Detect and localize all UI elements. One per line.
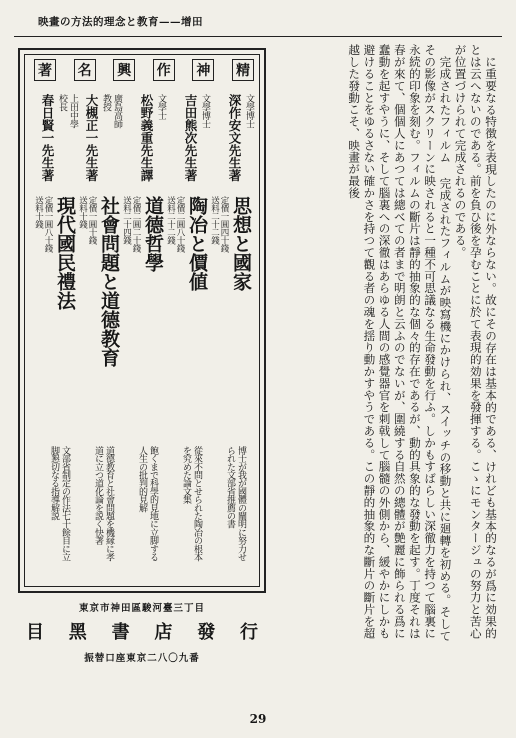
body-paragraph-1: に重要なる特徴を表現したのに外ならない。故にその存在は基本的である、けれども基本的なるが爲に効果的とは云へないのである。前を負ひ後を孕むことに於て表現的効果を發揮する。こゝにモンタージュの努力と苦心が位置づけられて完成されるのである。 [453, 44, 498, 639]
publisher-name-char: 發 [197, 622, 216, 643]
banner-char: 名 [74, 59, 96, 81]
book-title: 現代國民禮法 [54, 196, 76, 310]
book-title: 思想と國家 [230, 196, 252, 291]
body-paragraph-2: 完成されたフィルム 完成されたフィルムが映寫機にかけられ、スイッチの移動と共に廻轉を初める。そしてその影像がスクリーンに映されると一種不可思議なる生命發動を行ふ。しかもすばらしい深徹力を持つて腦裏に永続的印象を刻む。フィルムの斷片は靜的抽象的な個々的存在であるが、動的具象的な發動を起す。丁度それは春が來て、個個人にあつては總べての者まで明朗と云ふのでないが、圍繞する自然の總體が艶麗に飾られる爲に蠢動を起すやうに、そして腦裏への深徹はあらゆる人間の感覺器官を刺戟して腦髓の外側から、緩やかにしかも避けることをゆるさない確かさを持つて觀る者の魂を揺り動かすやうである。この靜的抽象的な斷片の斷片を超越した發動こそ、映畫が最後 [347, 44, 453, 642]
author-name: 松野義重先生譯 [139, 94, 154, 182]
book-price: 定價二圓八十錢 送料二十二錢 [165, 196, 185, 252]
publisher-name-char: 目 [26, 622, 44, 643]
book-blurb: 文部省制定の作法七十餘目に立脚懇切なる指導解説 [49, 446, 70, 561]
book-blurb: 飽くまで科學的見地に立脚する人生の批判的見解 [137, 446, 158, 561]
author-block [84, 94, 122, 184]
running-header [14, 14, 502, 30]
book-price: 定價一圓四十錢 送料二十二錢 [209, 196, 229, 252]
title-block [209, 196, 252, 406]
banner-char: 興 [113, 59, 135, 81]
book-blurb: 從來不問とせられた陶冶の根本を究めた論文集 [181, 446, 202, 561]
book-title: 社會問題と道德教育 [98, 196, 120, 367]
publisher-name-char: 行 [239, 622, 258, 643]
book-title: 陶冶と價値 [186, 196, 208, 291]
page-number: 29 [249, 712, 267, 726]
banner-char: 精 [232, 59, 254, 81]
author-block [40, 94, 78, 184]
publisher-name-char: 黑 [68, 622, 87, 643]
banner-char: 著 [34, 59, 56, 81]
publisher-name [26, 618, 258, 644]
book-price: 定價一圓八十錢 送料十錢 [33, 196, 53, 252]
book-price: 定價一圓十錢 送料十錢 [77, 196, 97, 244]
body-text-column [270, 44, 498, 644]
book-title: 道德哲學 [142, 196, 164, 272]
title-block [77, 196, 120, 406]
author-name: 深作安文先生著 [227, 94, 242, 182]
author-block [139, 94, 166, 184]
author-block [183, 94, 210, 184]
author-credential: 文學博士 [244, 94, 254, 128]
author-block [227, 94, 254, 184]
author-name: 春日賢一先生著 [40, 94, 55, 182]
title-block [33, 196, 76, 406]
book-listing [210, 94, 254, 570]
banner-char: 作 [153, 59, 175, 81]
running-head-title: 映畫の方法的理念と教育——增田 [38, 16, 203, 28]
author-credential: 廣島高師教授 [101, 94, 122, 128]
title-block [165, 196, 208, 406]
header-rule [14, 36, 502, 37]
ad-banner [34, 59, 254, 83]
book-list [34, 94, 254, 570]
book-listing [122, 94, 166, 570]
author-name: 大槻正一先生著 [84, 94, 99, 182]
book-blurb: 博士が我が國體の闡明に努力せられた文部省推薦の書 [225, 446, 246, 561]
publisher-imprint [20, 600, 264, 678]
book-price: 定價二圓二十錢 送料二十四錢 [121, 196, 141, 252]
publisher-address: 東京市神田區駿河臺三丁目 [78, 603, 205, 614]
author-credential: 文學博士 [200, 94, 210, 128]
publisher-name-char: 店 [154, 622, 173, 643]
book-listing [78, 94, 122, 570]
book-listing [166, 94, 210, 570]
book-blurb: 道德教育と社會問題を機縁に孝道に立つ道化論を説く快著 [93, 446, 114, 561]
publisher-name-char: 書 [111, 622, 130, 643]
author-credential: 上田中學校長 [57, 94, 78, 128]
author-credential: 文學士 [156, 94, 166, 120]
book-listing [34, 94, 78, 570]
book-advertisement [18, 48, 266, 593]
banner-char: 神 [192, 59, 214, 81]
publisher-giro-account: 振替口座東京二八〇九番 [84, 653, 200, 664]
author-name: 吉田熊次先生著 [183, 94, 198, 182]
title-block [121, 196, 164, 406]
